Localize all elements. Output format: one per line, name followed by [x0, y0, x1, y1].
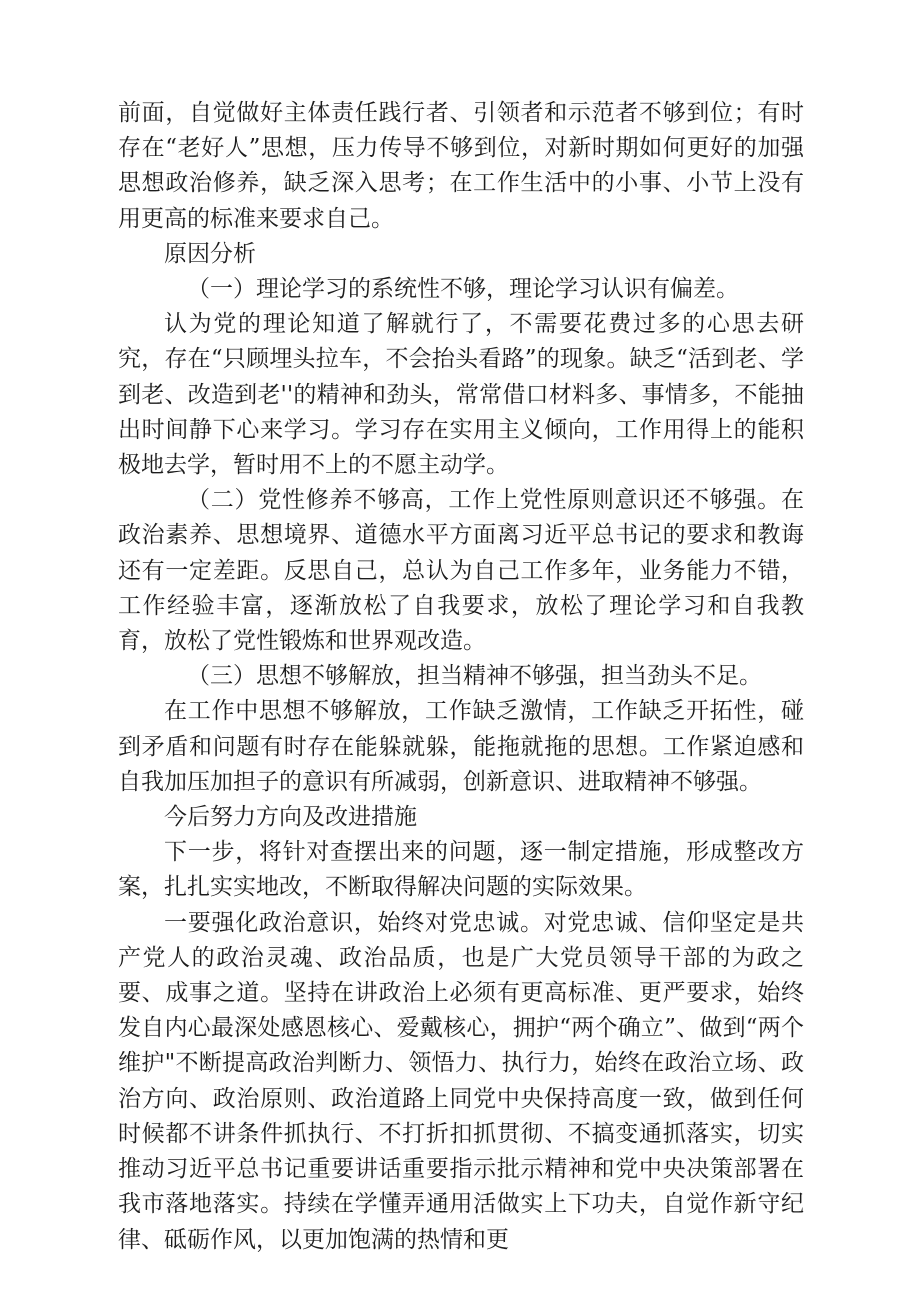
body-paragraph: 下一步，将针对查摆出来的问题，逐一制定措施，形成整改方案，扎扎实实地改，不断取得解决问题的实际效果。 — [118, 839, 804, 901]
sub-heading-theory-study: （一）理论学习的系统性不够，理论学习认识有偏差。 — [187, 276, 739, 303]
sub-heading-party-spirit: （二）党性修养不够高，工作上党性原则意识还不够强。在政治素养、思想境界、道德水平方面离习近平总书记的要求和教诲还有一定差距。反思自己，总认为自己工作多年，业务能力不错，工作经验丰富，逐渐放松了自我要求，放松了理论学习和自我教育，放松了党性锻炼和世界观改造。 — [118, 487, 804, 655]
document-body — [118, 96, 804, 1258]
sub-heading-thinking-liberation: （三）思想不够解放，担当精神不够强，担当劲头不足。 — [187, 663, 762, 690]
section-heading-cause-analysis: 原因分析 — [164, 240, 256, 267]
body-paragraph: 前面，自觉做好主体责任践行者、引领者和示范者不够到位；有时存在“老好人”思想，压力传导不够到位，对新时期如何更好的加强思想政治修养，缺乏深入思考；在工作生活中的小事、小节上没有用更高的标准来要求自己。 — [118, 100, 804, 232]
body-paragraph: 认为党的理论知道了解就行了，不需要花费过多的心思去研究，存在“只顾埋头拉车，不会抬头看路”的现象。缺乏“活到老、学到老、改造到老''的精神和劲头，常常借口材料多、事情多，不能抽出时间静下心来学习。学习存在实用主义倾向，工作用得上的能积极地去学，暂时用不上的不愿主动学。 — [118, 311, 804, 479]
section-heading-improvement-measures: 今后努力方向及改进措施 — [164, 804, 417, 831]
body-paragraph: 在工作中思想不够解放，工作缺乏激情，工作缺乏开拓性，碰到矛盾和问题有时存在能躲就躲，能拖就拖的思想。工作紧迫感和自我加压加担子的意识有所减弱，创新意识、进取精神不够强。 — [118, 698, 804, 795]
body-paragraph: 一要强化政治意识，始终对党忠诚。对党忠诚、信仰坚定是共产党人的政治灵魂、政治品质，也是广大党员领导干部的为政之要、成事之道。坚持在讲政治上必须有更高标准、更严要求，始终发自内心最深处感恩核心、爱戴核心，拥护“两个确立”、做到“两个维护"不断提高政治判断力、领悟力、执行力，始终在政治立场、政治方向、政治原则、政治道路上同党中央保持高度一致，做到任何时候都不讲条件抓执行、不打折扣抓贯彻、不搞变通抓落实，切实推动习近平总书记重要讲话重要指示批示精神和党中央决策部署在我市落地落实。持续在学懂弄通用活做实上下功夫，自觉作新守纪律、砥砺作风，以更加饱满的热情和更 — [118, 909, 804, 1253]
